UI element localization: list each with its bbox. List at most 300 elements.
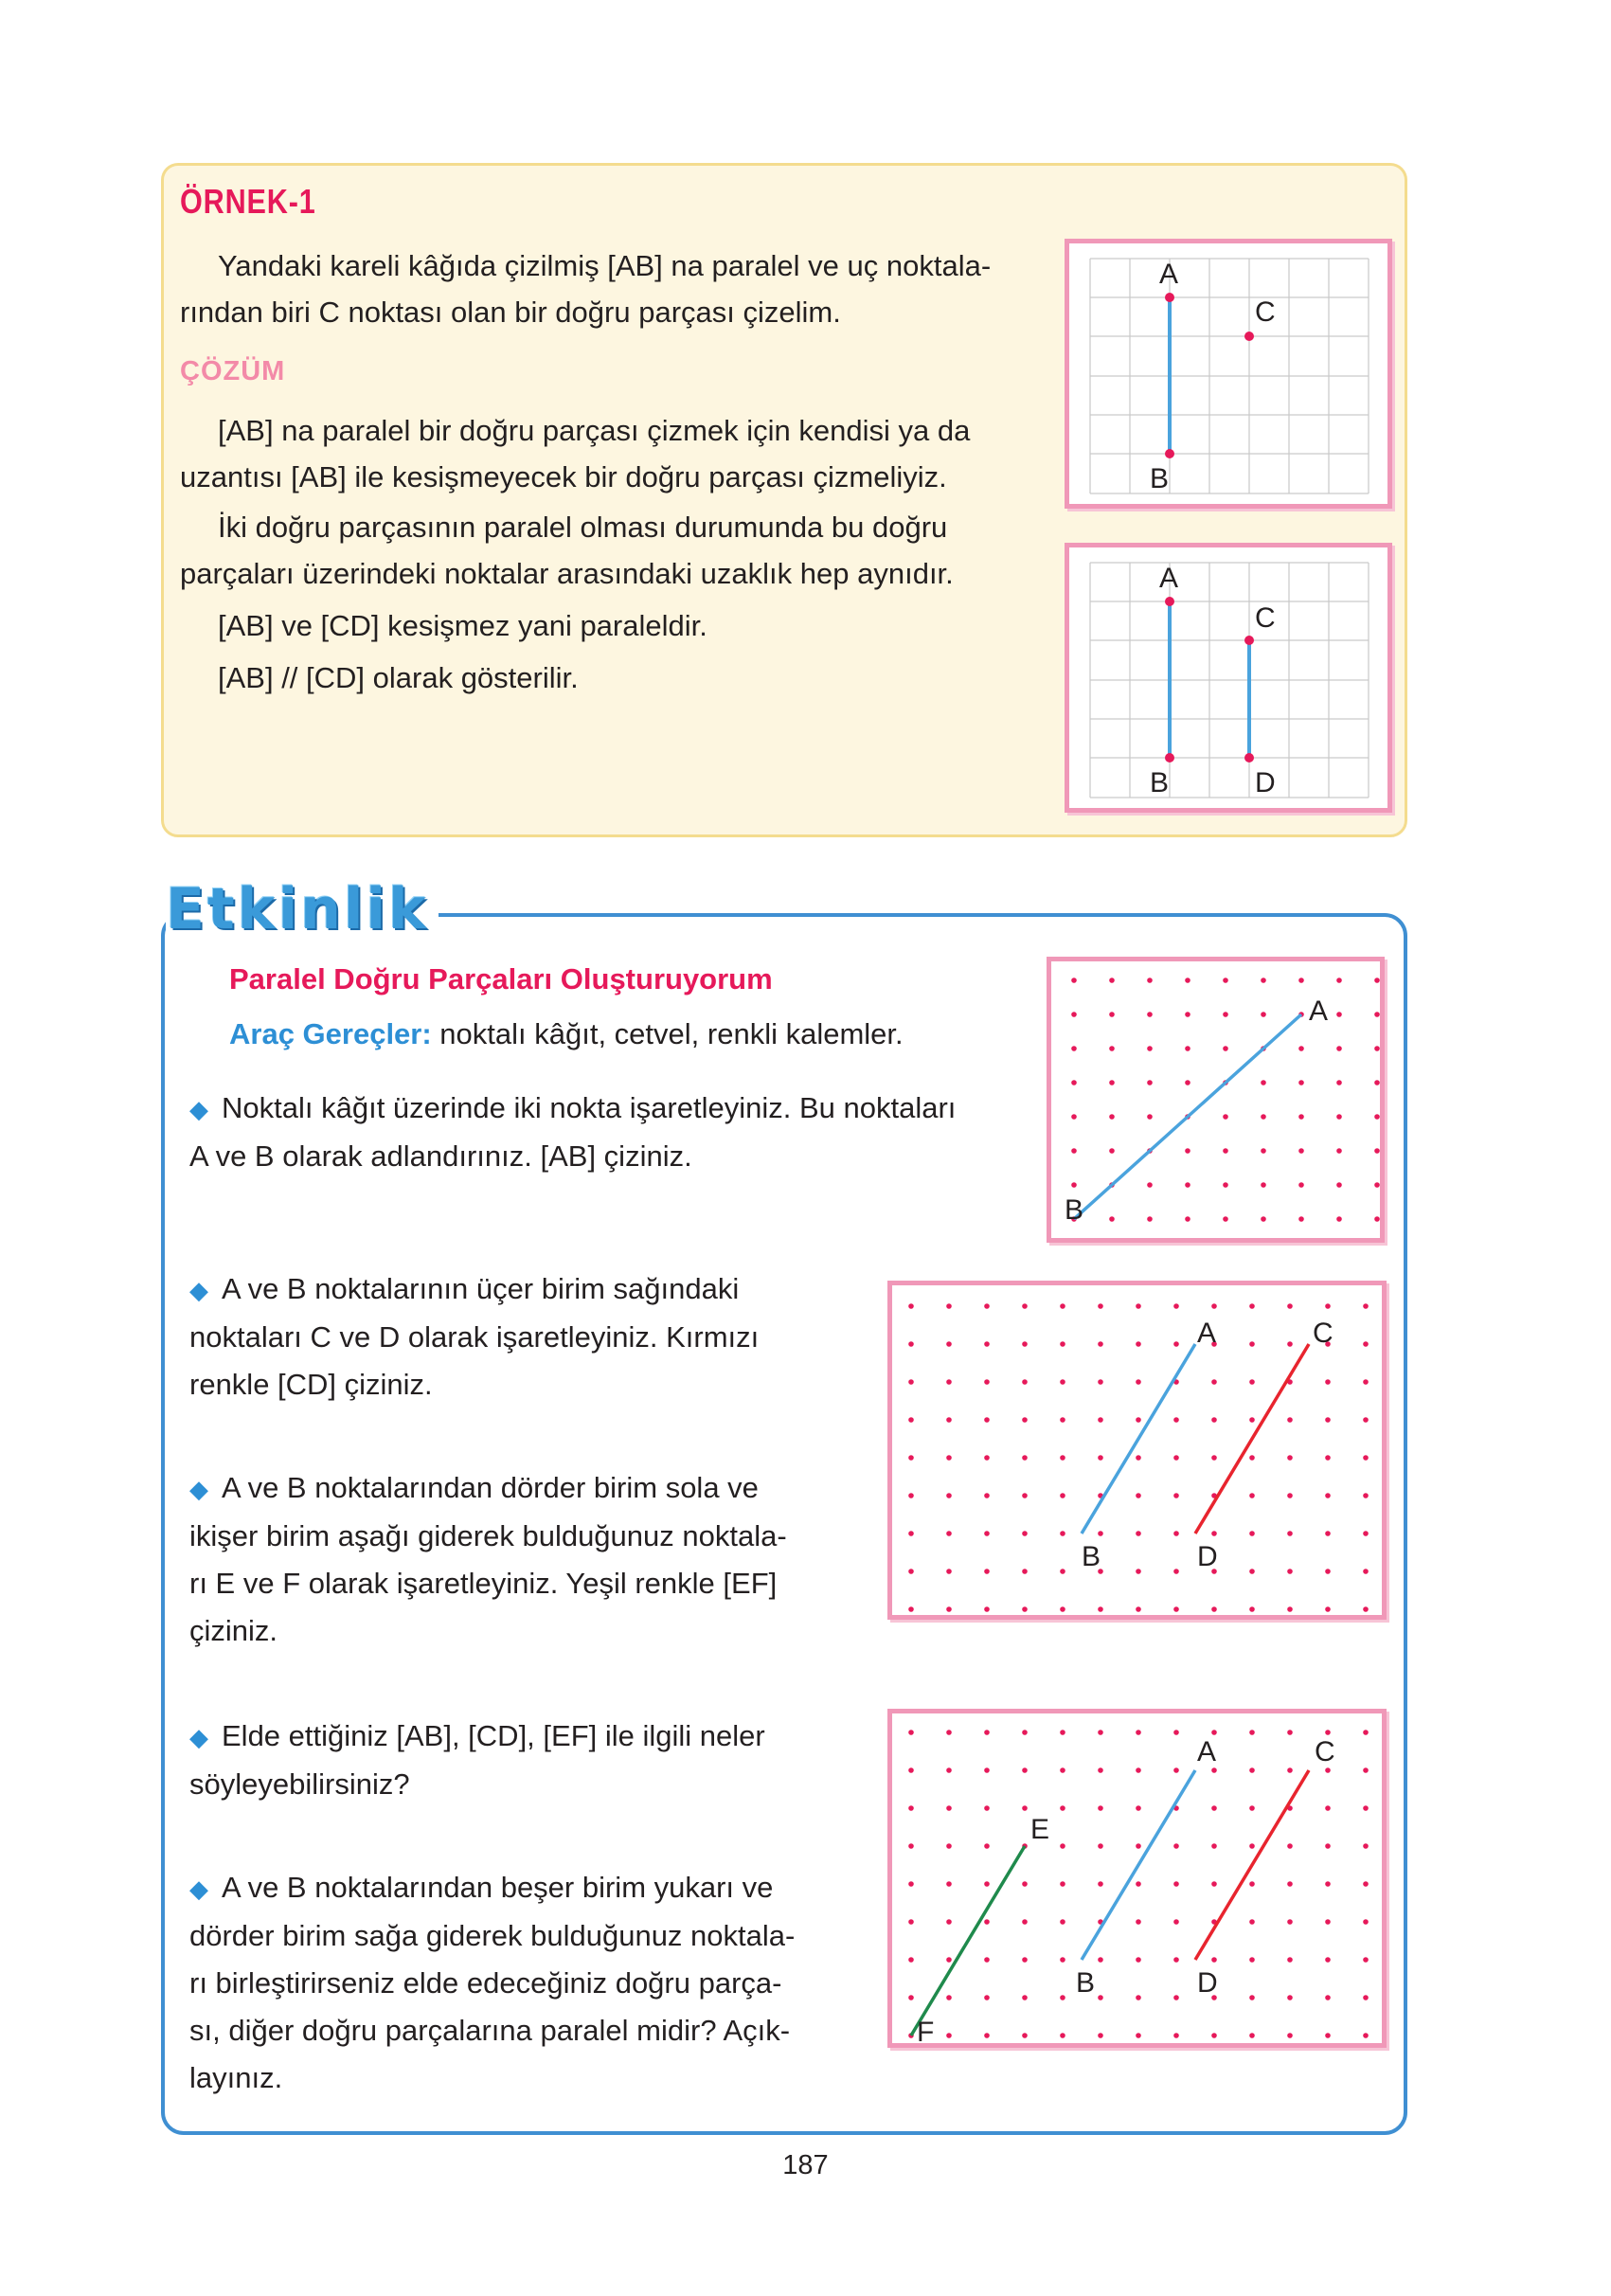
dot-panel-3	[887, 1709, 1387, 2048]
diamond-icon: ◆	[189, 1276, 208, 1304]
grid-dot	[1022, 1957, 1028, 1963]
grid-dot	[1136, 1995, 1141, 2000]
grid-dot	[1211, 1843, 1217, 1849]
grid-dot	[908, 1957, 914, 1963]
grid-panel-1	[1065, 239, 1392, 509]
bullet-2	[189, 1265, 824, 1408]
grid-dot	[1071, 1012, 1077, 1017]
grid-dot	[1173, 1493, 1179, 1498]
activity-header-title: Etkinlik	[166, 876, 429, 942]
grid-dot	[1136, 1379, 1141, 1385]
grid-dot	[1098, 1881, 1103, 1887]
grid-dot	[1022, 1493, 1028, 1498]
grid-dot	[1336, 1148, 1342, 1154]
grid-dot	[1136, 1767, 1141, 1773]
grid-dot	[1336, 1012, 1342, 1017]
grid-dot	[1287, 1493, 1293, 1498]
grid-dot	[984, 1957, 990, 1963]
label-b: B	[1082, 1541, 1101, 1572]
grid-dot	[1249, 1805, 1255, 1811]
grid-dot	[1287, 1730, 1293, 1735]
solution-title: ÇÖZÜM	[180, 356, 286, 386]
grid-dot	[1022, 1767, 1028, 1773]
grid-dot	[1211, 1805, 1217, 1811]
example-question	[180, 242, 1089, 335]
grid-dot	[1363, 1730, 1369, 1735]
grid-dot	[1060, 1957, 1065, 1963]
dot-figure-3	[892, 1713, 1382, 2043]
grid-dot	[946, 1569, 952, 1574]
grid-dot	[1098, 1531, 1103, 1536]
activity-title: Paralel Doğru Parçaları Oluşturuyorum	[229, 962, 773, 996]
grid-dot	[1211, 1606, 1217, 1612]
grid-dot	[1060, 1531, 1065, 1536]
segment-cd	[1195, 1344, 1309, 1534]
grid-dot	[1325, 1843, 1331, 1849]
grid-dot	[1147, 1216, 1153, 1222]
grid-dot	[1136, 1881, 1141, 1887]
grid-dot	[1249, 1455, 1255, 1461]
grid-dot	[946, 1379, 952, 1385]
grid-dot	[1147, 1114, 1153, 1120]
grid-dot	[1287, 1919, 1293, 1925]
tools-line	[229, 1017, 904, 1051]
grid-dot	[1249, 1341, 1255, 1347]
bullet-1	[189, 1085, 1013, 1180]
grid-dot	[1098, 1417, 1103, 1423]
grid-dot	[1060, 1881, 1065, 1887]
grid-dot	[1098, 1957, 1103, 1963]
grid-dot	[1363, 1843, 1369, 1849]
grid-dot	[1136, 1531, 1141, 1536]
grid-dot	[1022, 2033, 1028, 2038]
grid-dot	[1261, 978, 1266, 983]
grid-dot	[1060, 1805, 1065, 1811]
grid-dot	[1325, 1881, 1331, 1887]
bullet-3	[189, 1464, 824, 1655]
grid-dot	[1287, 1455, 1293, 1461]
grid-dot	[1060, 2033, 1065, 2038]
grid-dot	[984, 1995, 990, 2000]
grid-dot	[1185, 1148, 1190, 1154]
grid-dot	[1363, 1455, 1369, 1461]
grid-dot	[1374, 1148, 1380, 1154]
label-a: A	[1197, 1318, 1217, 1349]
dot-figure-2	[892, 1285, 1382, 1615]
grid-dot	[1173, 1531, 1179, 1536]
grid-dot	[1298, 1114, 1304, 1120]
grid-figure-2	[1069, 547, 1387, 808]
grid-dot	[1147, 1046, 1153, 1051]
label-b: B	[1150, 463, 1170, 494]
grid-dot	[984, 1417, 990, 1423]
label-d: D	[1197, 1967, 1218, 1999]
grid-dot	[1098, 1995, 1103, 2000]
grid-dot	[1249, 1843, 1255, 1849]
grid-dot	[1363, 1881, 1369, 1887]
grid-dot	[1374, 1080, 1380, 1085]
grid-dot	[1374, 1012, 1380, 1017]
grid-dot	[1071, 1114, 1077, 1120]
grid-dot	[984, 1805, 990, 1811]
grid-dot	[1060, 1730, 1065, 1735]
dot-figure-1	[1051, 961, 1380, 1238]
grid-dot	[984, 1341, 990, 1347]
grid-dot	[1325, 1730, 1331, 1735]
grid-dot	[1147, 1080, 1153, 1085]
grid-dot	[1136, 1730, 1141, 1735]
grid-dot	[1287, 1606, 1293, 1612]
grid-dot	[1060, 1843, 1065, 1849]
grid-dot	[1022, 1379, 1028, 1385]
grid-dot	[1249, 1569, 1255, 1574]
grid-dot	[908, 1341, 914, 1347]
grid-dot	[1060, 1455, 1065, 1461]
activity-header	[166, 871, 439, 947]
grid-dot	[946, 1995, 952, 2000]
grid-dot	[1223, 1148, 1228, 1154]
grid-dot	[1363, 1957, 1369, 1963]
grid-dot	[1071, 1148, 1077, 1154]
grid-dot	[1261, 1148, 1266, 1154]
grid-dot	[1363, 1493, 1369, 1498]
grid-dot	[946, 1767, 952, 1773]
label-d: D	[1197, 1541, 1218, 1572]
grid-dot	[908, 1455, 914, 1461]
grid-dot	[1173, 1767, 1179, 1773]
diamond-icon: ◆	[189, 1874, 208, 1903]
grid-dot	[1211, 1730, 1217, 1735]
grid-dot	[1185, 1080, 1190, 1085]
grid-dot	[1022, 1881, 1028, 1887]
grid-dot	[908, 1881, 914, 1887]
bullet-5-line-4: sı, diğer doğru parçalarına paralel midir? Açık-	[189, 2014, 791, 2047]
bullet-3-line-1: A ve B noktalarından dörder birim sola ve	[222, 1471, 759, 1504]
grid-lines	[1090, 259, 1369, 493]
grid-dot	[1336, 978, 1342, 983]
bullet-3-line-2: ikişer birim aşağı giderek bulduğunuz noktala-	[189, 1519, 787, 1552]
segment-ab	[1074, 1014, 1301, 1219]
grid-dot	[1173, 1569, 1179, 1574]
grid-dot	[1109, 1080, 1115, 1085]
grid-dot	[984, 1606, 990, 1612]
grid-dot	[1325, 1379, 1331, 1385]
label-a: A	[1309, 996, 1329, 1027]
grid-dot	[1211, 1417, 1217, 1423]
grid-dot	[946, 1919, 952, 1925]
solution-line-2: uzantısı [AB] ile kesişmeyecek bir doğru parçası çizmeliyiz.	[180, 460, 947, 493]
grid-dot	[1173, 1919, 1179, 1925]
grid-dot	[1060, 1569, 1065, 1574]
grid-dot	[1173, 1843, 1179, 1849]
grid-dot	[1147, 978, 1153, 983]
grid-dot	[1363, 1417, 1369, 1423]
grid-dot	[1325, 1303, 1331, 1309]
grid-dot	[1136, 1919, 1141, 1925]
grid-dot	[946, 1455, 952, 1461]
grid-dot	[908, 1569, 914, 1574]
grid-dot	[1060, 1767, 1065, 1773]
grid-dot	[1109, 1046, 1115, 1051]
grid-dot	[908, 1531, 914, 1536]
grid-dot	[1136, 1569, 1141, 1574]
grid-dot	[1325, 1569, 1331, 1574]
label-b: B	[1150, 767, 1170, 798]
grid-dot	[1325, 1919, 1331, 1925]
grid-dot	[1211, 1881, 1217, 1887]
grid-dot	[946, 1341, 952, 1347]
point-c	[1244, 636, 1254, 645]
grid-dot	[1211, 2033, 1217, 2038]
grid-dot	[1060, 1995, 1065, 2000]
label-a: A	[1159, 259, 1179, 290]
bullet-5	[189, 1864, 843, 2102]
grid-dot	[1325, 1805, 1331, 1811]
grid-dot	[1287, 1303, 1293, 1309]
grid-dot	[1261, 1012, 1266, 1017]
grid-dot	[1336, 1114, 1342, 1120]
grid-dot	[908, 1767, 914, 1773]
grid-dot	[1287, 1341, 1293, 1347]
grid-dot	[1136, 1455, 1141, 1461]
grid-dot	[1363, 1569, 1369, 1574]
grid-dot	[1374, 1046, 1380, 1051]
grid-dot	[1249, 1881, 1255, 1887]
grid-dot	[1363, 1805, 1369, 1811]
grid-dot	[1287, 1417, 1293, 1423]
grid-dot	[1060, 1919, 1065, 1925]
point-c	[1244, 332, 1254, 341]
grid-dot	[1363, 1995, 1369, 2000]
bullet-3-line-4: çiziniz.	[189, 1614, 278, 1647]
grid-dot	[1173, 1881, 1179, 1887]
grid-dot	[1363, 1341, 1369, 1347]
solution-line-6: [AB] // [CD] olarak gösterilir.	[218, 661, 579, 694]
point-a	[1165, 597, 1174, 606]
grid-dot	[908, 1493, 914, 1498]
grid-dot	[1109, 978, 1115, 983]
grid-dot	[1374, 978, 1380, 983]
grid-dot	[1022, 1417, 1028, 1423]
diamond-icon: ◆	[189, 1723, 208, 1751]
label-c: C	[1255, 602, 1276, 634]
question-line-1: Yandaki kareli kâğıda çizilmiş [AB] na paralel ve uç noktala-	[218, 249, 992, 282]
grid-dot	[984, 1767, 990, 1773]
grid-dot	[1060, 1417, 1065, 1423]
grid-dot	[1022, 1995, 1028, 2000]
grid-dot	[1249, 2033, 1255, 2038]
grid-dot	[1336, 1182, 1342, 1188]
grid-dot	[1336, 1216, 1342, 1222]
solution-line-3: İki doğru parçasının paralel olması durumunda bu doğru	[218, 511, 948, 544]
grid-dot	[1325, 1493, 1331, 1498]
grid-dot	[1325, 1606, 1331, 1612]
label-a: A	[1159, 563, 1179, 594]
grid-dot	[1136, 1493, 1141, 1498]
grid-dot	[1185, 978, 1190, 983]
grid-dot	[1136, 1805, 1141, 1811]
grid-dot	[1223, 1182, 1228, 1188]
grid-dot	[1136, 1303, 1141, 1309]
grid-dot	[1223, 1216, 1228, 1222]
grid-dot	[1325, 1995, 1331, 2000]
point-b	[1165, 449, 1174, 458]
grid-dot	[1287, 1881, 1293, 1887]
grid-dot	[908, 1919, 914, 1925]
grid-dot	[1249, 1417, 1255, 1423]
grid-dot	[1287, 1957, 1293, 1963]
grid-dot	[1336, 1080, 1342, 1085]
grid-dot	[1363, 1919, 1369, 1925]
grid-dot	[1071, 1080, 1077, 1085]
label-f: F	[917, 2017, 935, 2043]
grid-dot	[1249, 1531, 1255, 1536]
grid-dot	[1261, 1216, 1266, 1222]
grid-dot	[1325, 1767, 1331, 1773]
grid-dot	[1261, 1080, 1266, 1085]
grid-dot	[1298, 978, 1304, 983]
grid-dot	[1211, 1303, 1217, 1309]
grid-dot	[1325, 1957, 1331, 1963]
grid-dot	[984, 1881, 990, 1887]
grid-dot	[908, 1995, 914, 2000]
tools-text: noktalı kâğıt, cetvel, renkli kalemler.	[431, 1017, 904, 1050]
grid-dot	[1022, 1805, 1028, 1811]
bullet-1-line-2: A ve B olarak adlandırınız. [AB] çiziniz.	[189, 1139, 692, 1173]
grid-dot	[1173, 1730, 1179, 1735]
grid-dot	[908, 1417, 914, 1423]
label-e: E	[1030, 1814, 1050, 1845]
grid-dot	[908, 1303, 914, 1309]
grid-dot	[1249, 1379, 1255, 1385]
solution-line-5: [AB] ve [CD] kesişmez yani paraleldir.	[218, 609, 707, 642]
grid-dot	[1060, 1379, 1065, 1385]
grid-dot	[1363, 2033, 1369, 2038]
grid-dot	[1071, 1182, 1077, 1188]
grid-dot	[1098, 1730, 1103, 1735]
grid-dot	[1136, 1606, 1141, 1612]
grid-dot	[1060, 1303, 1065, 1309]
grid-dot	[1173, 1341, 1179, 1347]
grid-dot	[984, 1919, 990, 1925]
grid-dot	[1287, 1531, 1293, 1536]
bullet-4-line-2: söyleyebilirsiniz?	[189, 1767, 410, 1801]
grid-dot	[908, 1843, 914, 1849]
solution-text	[180, 407, 1023, 701]
grid-dot	[1060, 1493, 1065, 1498]
bullet-5-line-3: rı birleştirirseniz elde edeceğiniz doğru parça-	[189, 1966, 782, 2000]
grid-dot	[1109, 1148, 1115, 1154]
grid-dot	[1098, 1303, 1103, 1309]
grid-dot	[1249, 1730, 1255, 1735]
grid-dot	[1363, 1531, 1369, 1536]
solution-line-4: parçaları üzerindeki noktalar arasındaki uzaklık hep aynıdır.	[180, 557, 954, 590]
dot-panel-1	[1047, 957, 1385, 1243]
grid-dot	[1136, 2033, 1141, 2038]
grid-dot	[946, 1303, 952, 1309]
grid-dot	[946, 1493, 952, 1498]
grid-dot	[1261, 1182, 1266, 1188]
grid-dot	[1071, 978, 1077, 983]
grid-dot	[908, 1730, 914, 1735]
grid-dot	[1173, 1957, 1179, 1963]
grid-dot	[1287, 1569, 1293, 1574]
dot-grid	[1071, 978, 1380, 1222]
grid-dot	[1185, 1216, 1190, 1222]
dot-grid	[908, 1730, 1369, 2038]
dot-panel-2	[887, 1281, 1387, 1620]
grid-dot	[1022, 1341, 1028, 1347]
grid-dot	[1249, 1957, 1255, 1963]
grid-dot	[946, 1417, 952, 1423]
grid-dot	[984, 1303, 990, 1309]
grid-dot	[1136, 1957, 1141, 1963]
grid-dot	[984, 1569, 990, 1574]
grid-dot	[1261, 1114, 1266, 1120]
grid-dot	[1185, 1182, 1190, 1188]
grid-dot	[1298, 1080, 1304, 1085]
grid-dot	[984, 1493, 990, 1498]
grid-dot	[1173, 1303, 1179, 1309]
grid-dot	[1374, 1216, 1380, 1222]
grid-dot	[984, 2033, 990, 2038]
label-c: C	[1255, 296, 1276, 328]
grid-dot	[1287, 1767, 1293, 1773]
diamond-icon: ◆	[189, 1475, 208, 1503]
tools-label: Araç Gereçler:	[229, 1017, 432, 1050]
grid-dot	[1287, 1995, 1293, 2000]
grid-figure-1	[1069, 243, 1387, 504]
grid-dot	[1325, 1455, 1331, 1461]
grid-dot	[1298, 1216, 1304, 1222]
grid-dot	[946, 1957, 952, 1963]
grid-dot	[1109, 1012, 1115, 1017]
bullet-4	[189, 1713, 833, 1808]
grid-dot	[1109, 1216, 1115, 1222]
label-b: B	[1065, 1194, 1084, 1226]
grid-dot	[1147, 1182, 1153, 1188]
grid-dot	[1211, 1957, 1217, 1963]
label-d: D	[1255, 767, 1276, 798]
grid-dot	[1022, 1606, 1028, 1612]
bullet-3-line-3: rı E ve F olarak işaretleyiniz. Yeşil renkle [EF]	[189, 1567, 778, 1600]
bullet-2-line-3: renkle [CD] çiziniz.	[189, 1368, 433, 1401]
point-a	[1165, 293, 1174, 302]
segment-cd	[1195, 1770, 1309, 1960]
question-line-2: rından biri C noktası olan bir doğru parçası çizelim.	[180, 296, 841, 329]
grid-dot	[1249, 1493, 1255, 1498]
grid-dot	[1109, 1114, 1115, 1120]
grid-dot	[1363, 1379, 1369, 1385]
grid-dot	[1098, 2033, 1103, 2038]
grid-dot	[1211, 1379, 1217, 1385]
grid-dot	[1223, 1012, 1228, 1017]
grid-dot	[984, 1730, 990, 1735]
grid-dot	[1098, 1379, 1103, 1385]
grid-dot	[1287, 1843, 1293, 1849]
page-number: 187	[782, 2150, 829, 2180]
grid-dot	[1374, 1114, 1380, 1120]
grid-dot	[1336, 1046, 1342, 1051]
bullet-2-line-2: noktaları C ve D olarak işaretleyiniz. Kırmızı	[189, 1320, 760, 1354]
grid-dot	[1249, 1767, 1255, 1773]
grid-dot	[1098, 1805, 1103, 1811]
grid-dot	[1325, 1417, 1331, 1423]
grid-dot	[1223, 978, 1228, 983]
grid-dot	[984, 1379, 990, 1385]
grid-dot	[1136, 1341, 1141, 1347]
segment-ab	[1082, 1344, 1195, 1534]
